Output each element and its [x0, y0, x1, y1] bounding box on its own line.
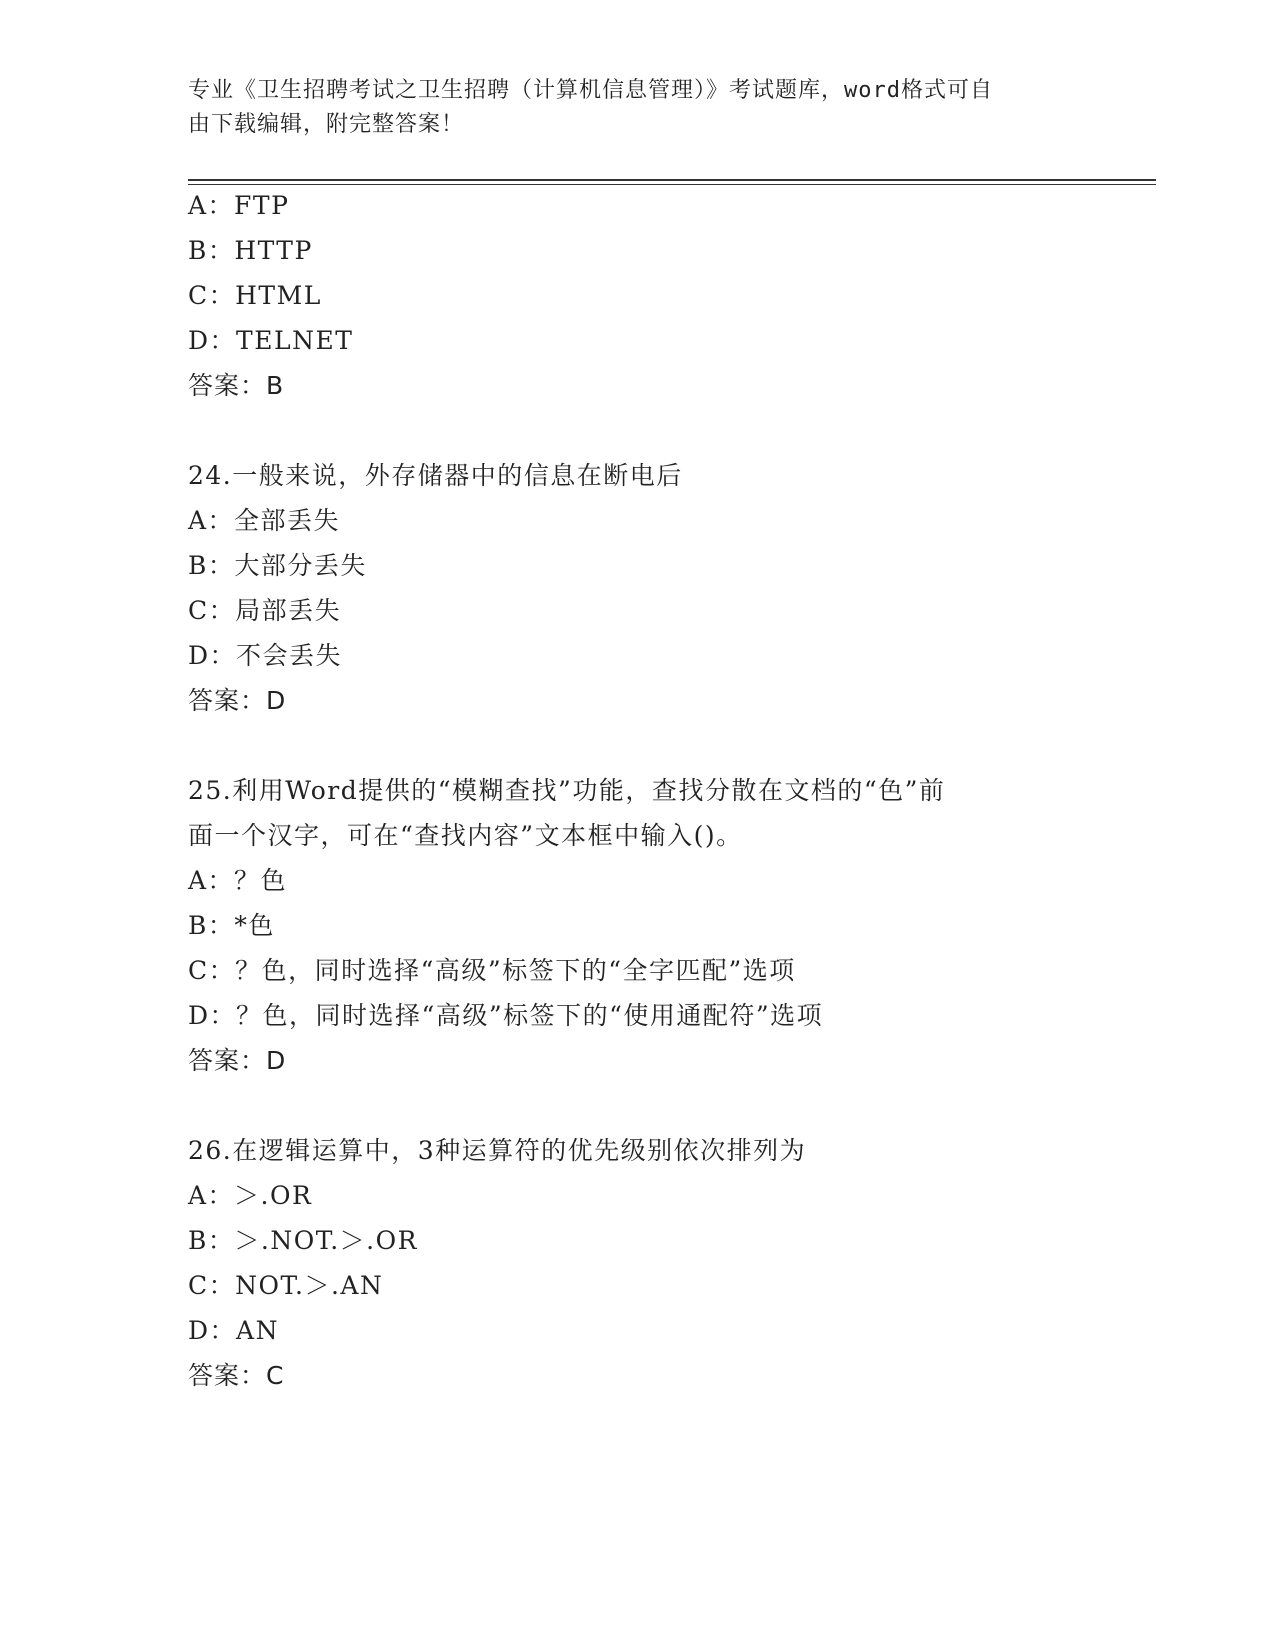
- q25-option-b: B：*色: [188, 911, 275, 940]
- q24-option-d: D：不会丢失: [188, 641, 343, 670]
- q25-answer: 答案：D: [188, 1046, 287, 1075]
- q23-option-b: B：HTTP: [188, 236, 313, 265]
- document-header: [188, 74, 1068, 142]
- q25-option-c: C：？色，同时选择“高级”标签下的“全字匹配”选项: [188, 956, 796, 985]
- q25-option-d: D：？色，同时选择“高级”标签下的“使用通配符”选项: [188, 1001, 824, 1030]
- q25-stem-line-2: 面一个汉字，可在“查找内容”文本框中输入()。: [188, 821, 743, 850]
- q24-option-c: C：局部丢失: [188, 596, 342, 625]
- header-line-2: 由下载编辑，附完整答案！: [188, 112, 465, 137]
- q26-option-c: C：NOT.＞.AN: [188, 1271, 384, 1300]
- q25-option-a: A：？色: [188, 866, 288, 895]
- q26-option-b: B：＞.NOT.＞.OR: [188, 1226, 418, 1255]
- q24-option-a: A：全部丢失: [188, 506, 341, 535]
- q26-option-a: A：＞.OR: [188, 1181, 313, 1210]
- header-line-1: 专业《卫生招聘考试之卫生招聘（计算机信息管理）》考试题库，word格式可自: [188, 78, 993, 103]
- q23-option-c: C：HTML: [188, 281, 322, 310]
- q25-stem-line-1: 25.利用Word提供的“模糊查找”功能，查找分散在文档的“色”前: [188, 776, 946, 805]
- q26-option-d: D：AN: [188, 1316, 279, 1345]
- q26-answer: 答案：C: [188, 1361, 285, 1390]
- q23-answer: 答案：B: [188, 371, 285, 400]
- q23-option-d: D：TELNET: [188, 326, 354, 355]
- q24-stem: 24.一般来说，外存储器中的信息在断电后: [188, 461, 683, 490]
- q23-option-a: A：FTP: [188, 191, 290, 220]
- q24-answer: 答案：D: [188, 686, 287, 715]
- header-divider-top: [188, 179, 1156, 181]
- q26-stem: 26.在逻辑运算中，3种运算符的优先级别依次排列为: [188, 1136, 807, 1165]
- header-divider-bottom: [188, 184, 1156, 185]
- q24-option-b: B：大部分丢失: [188, 551, 367, 580]
